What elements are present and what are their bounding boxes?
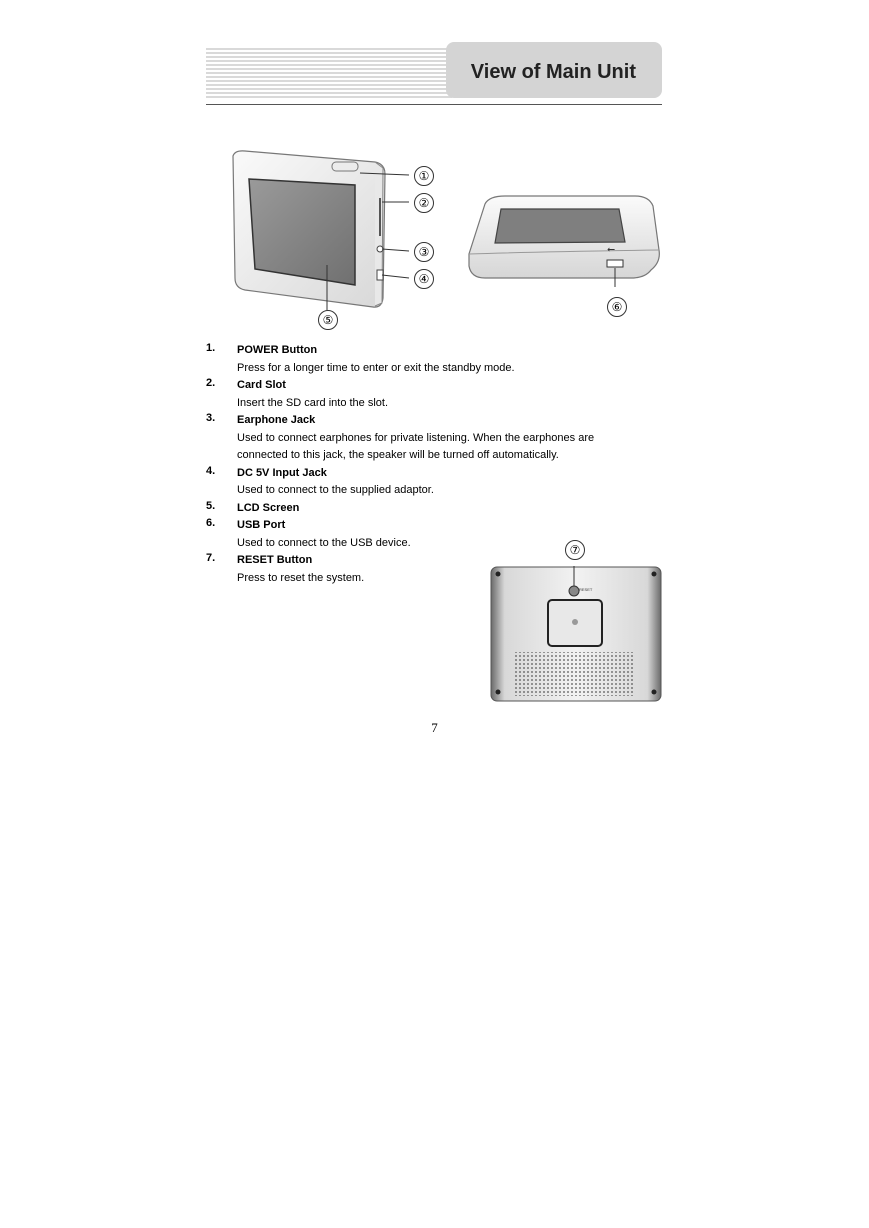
header-rule (206, 104, 662, 105)
item-number: 6. (206, 517, 216, 529)
item-number: 7. (206, 552, 216, 564)
item-number: 4. (206, 464, 216, 477)
item-title: Earphone Jack (237, 414, 316, 426)
item-desc: Used to connect to the supplied adaptor. (237, 484, 434, 496)
item-title: RESET Button (237, 554, 313, 566)
item-title: POWER Button (237, 344, 318, 356)
item-desc: Press for a longer time to enter or exit the standby mode. (237, 361, 515, 374)
list-item (206, 552, 646, 587)
list-item (206, 465, 646, 500)
item-title: USB Port (237, 519, 286, 531)
page-header (206, 40, 662, 106)
component-list (206, 342, 646, 587)
reset-label: RESET (579, 587, 593, 592)
item-desc: Used to connect to the USB device. (237, 536, 411, 549)
callout-1: ① (414, 166, 434, 186)
list-item (206, 377, 646, 412)
item-number: 1. (206, 342, 216, 354)
list-item (206, 517, 646, 552)
item-title: LCD Screen (237, 501, 300, 514)
title-box (446, 42, 662, 98)
usb-icon: ⭠ (607, 244, 615, 255)
item-desc: Used to connect earphones for private listening. When the earphones are (237, 431, 595, 444)
page-title: View of Main Unit (470, 61, 636, 83)
callout-6: ⑥ (607, 297, 627, 317)
item-title: DC 5V Input Jack (237, 466, 327, 479)
top-view-illustration (465, 192, 665, 287)
item-desc: Press to reset the system. (237, 571, 365, 584)
callout-5: ⑤ (318, 310, 338, 330)
item-number: 5. (206, 499, 216, 512)
list-item (206, 342, 646, 377)
item-number: 3. (206, 412, 216, 424)
front-view-illustration (225, 148, 440, 333)
item-desc: connected to this jack, the speaker will be turned off automatically. (237, 449, 559, 461)
list-item (206, 500, 646, 518)
callout-3: ③ (414, 242, 434, 262)
item-number: 2. (206, 377, 216, 389)
callout-7: ⑦ (565, 540, 585, 560)
callout-2: ② (414, 193, 434, 213)
callout-4: ④ (414, 269, 434, 289)
item-desc: Insert the SD card into the slot. (237, 396, 389, 409)
list-item (206, 412, 646, 465)
header-stripes (206, 48, 452, 100)
item-title: Card Slot (237, 379, 286, 391)
page-number: 7 (431, 720, 438, 735)
